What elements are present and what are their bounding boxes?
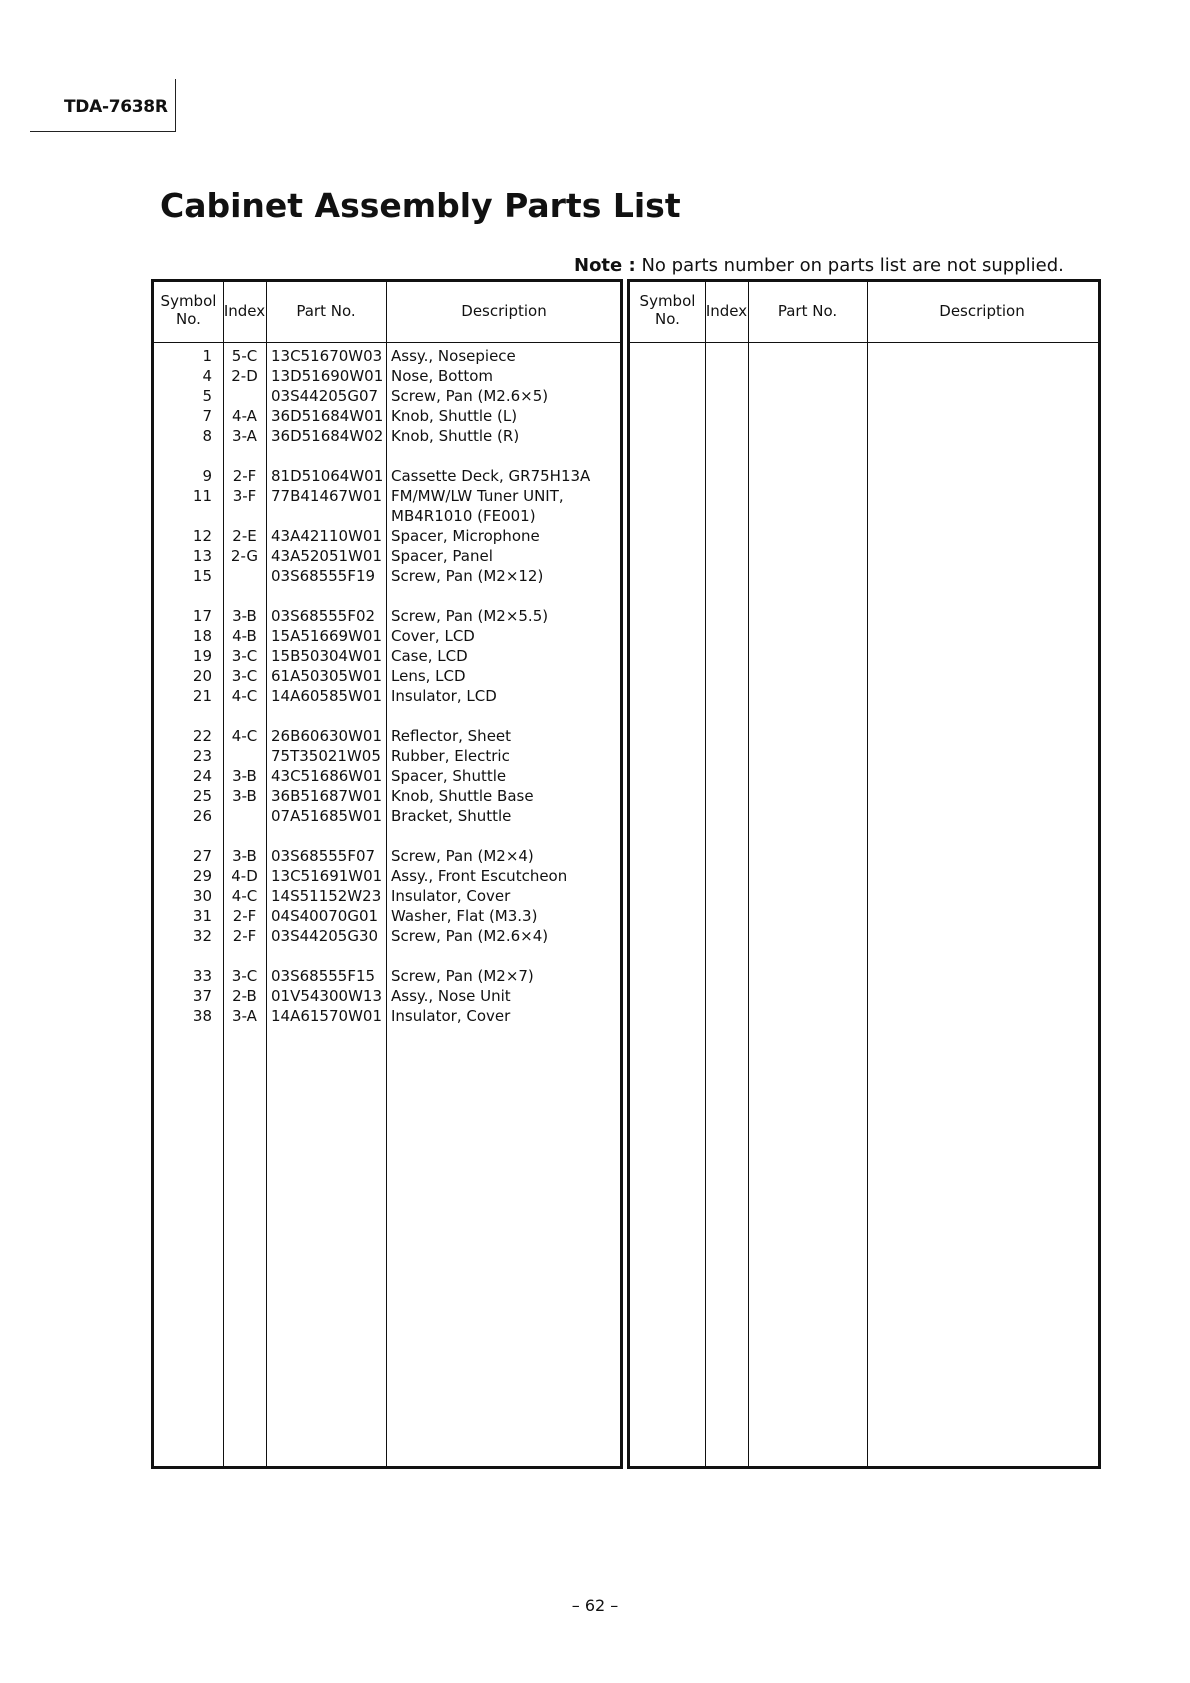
part-no-cell: 77B41467W01 xyxy=(271,487,383,505)
description-cell: Lens, LCD xyxy=(391,667,466,685)
symbol-cell: 1 xyxy=(202,347,212,365)
index-cell: 3-A xyxy=(232,1007,257,1025)
symbol-cell: 7 xyxy=(202,407,212,425)
part-no-cell: 15A51669W01 xyxy=(271,627,382,645)
part-no-cell: 81D51064W01 xyxy=(271,467,384,485)
part-no-cell: 26B60630W01 xyxy=(271,727,383,745)
model-number: TDA-7638R xyxy=(64,97,168,117)
part-no-cell: 14A60585W01 xyxy=(271,687,382,705)
symbol-cell: 31 xyxy=(192,907,212,925)
description-cell: Spacer, Panel xyxy=(391,547,493,565)
index-cell: 4-C xyxy=(231,887,258,905)
symbol-cell: 15 xyxy=(192,567,212,585)
index-cell: 4-C xyxy=(231,687,258,705)
right-col-index-header: Index xyxy=(705,302,748,320)
index-cell: 3-A xyxy=(232,427,257,445)
col-description-header: Description xyxy=(461,302,547,320)
col-index-header: Index xyxy=(223,302,266,320)
description-cell: Assy., Front Escutcheon xyxy=(391,867,568,885)
index-cell: 4-A xyxy=(232,407,257,425)
part-no-cell: 03S68555F07 xyxy=(271,847,376,865)
index-cell: 3-C xyxy=(231,647,258,665)
description-cell: Screw, Pan (M2×4) xyxy=(391,847,534,865)
description-cell: Knob, Shuttle Base xyxy=(391,787,534,805)
symbol-cell: 5 xyxy=(202,387,212,405)
symbol-cell: 21 xyxy=(192,687,212,705)
description-cell: Spacer, Shuttle xyxy=(391,767,507,785)
symbol-cell: 38 xyxy=(192,1007,212,1025)
symbol-cell: 27 xyxy=(192,847,212,865)
part-no-cell: 61A50305W01 xyxy=(271,667,382,685)
symbol-cell: 37 xyxy=(192,987,212,1005)
index-cell: 3-F xyxy=(232,487,257,505)
symbol-cell: 13 xyxy=(192,547,212,565)
part-no-cell: 03S68555F02 xyxy=(271,607,376,625)
description-cell: Assy., Nosepiece xyxy=(391,347,516,365)
part-no-cell: 36B51687W01 xyxy=(271,787,383,805)
right-parts-table xyxy=(627,279,1101,1469)
symbol-cell: 33 xyxy=(192,967,212,985)
symbol-cell: 30 xyxy=(192,887,212,905)
symbol-cell: 25 xyxy=(192,787,212,805)
symbol-cell: 18 xyxy=(192,627,212,645)
description-cell: Cassette Deck, GR75H13A xyxy=(391,467,591,485)
part-no-cell: 14S51152W23 xyxy=(271,887,382,905)
symbol-cell: 32 xyxy=(192,927,212,945)
description-cell: Screw, Pan (M2×7) xyxy=(391,967,534,985)
part-no-cell: 07A51685W01 xyxy=(271,807,382,825)
right-col-symbol-header: Symbol No. xyxy=(639,292,696,328)
symbol-cell: 24 xyxy=(192,767,212,785)
description-cell: Knob, Shuttle (R) xyxy=(391,427,520,445)
part-no-cell: 04S40070G01 xyxy=(271,907,379,925)
symbol-cell: 20 xyxy=(192,667,212,685)
right-col-part-header: Part No. xyxy=(777,302,838,320)
part-no-cell: 43C51686W01 xyxy=(271,767,383,785)
symbol-cell: 4 xyxy=(202,367,212,385)
description-cell: Assy., Nose Unit xyxy=(391,987,511,1005)
description-cell: Nose, Bottom xyxy=(391,367,493,385)
index-cell: 2-D xyxy=(231,367,258,385)
part-no-cell: 03S44205G30 xyxy=(271,927,379,945)
description-cell: Screw, Pan (M2.6×4) xyxy=(391,927,549,945)
description-cell: Insulator, LCD xyxy=(391,687,497,705)
page-number: – 62 – xyxy=(571,1596,619,1615)
index-cell: 4-B xyxy=(232,627,257,645)
index-cell: 3-B xyxy=(232,787,257,805)
header-divider xyxy=(175,79,176,131)
description-cell: Cover, LCD xyxy=(391,627,475,645)
index-cell: 4-D xyxy=(231,867,258,885)
index-cell: 3-B xyxy=(232,767,257,785)
symbol-cell: 8 xyxy=(202,427,212,445)
part-no-cell: 15B50304W01 xyxy=(271,647,383,665)
part-no-cell: 03S68555F19 xyxy=(271,567,376,585)
index-cell: 3-B xyxy=(232,607,257,625)
description-cell: Spacer, Microphone xyxy=(391,527,540,545)
part-no-cell: 03S44205G07 xyxy=(271,387,379,405)
index-cell: 4-C xyxy=(231,727,258,745)
description-cell: Screw, Pan (M2.6×5) xyxy=(391,387,549,405)
part-no-cell: 75T35021W05 xyxy=(271,747,381,765)
index-cell: 2-F xyxy=(232,907,257,925)
part-no-cell: 03S68555F15 xyxy=(271,967,376,985)
col-part-header: Part No. xyxy=(296,302,356,320)
part-no-cell: 14A61570W01 xyxy=(271,1007,382,1025)
page-title: Cabinet Assembly Parts List xyxy=(160,186,681,225)
description-cell: Screw, Pan (M2×5.5) xyxy=(391,607,549,625)
index-cell: 3-C xyxy=(231,667,258,685)
description-cell: Knob, Shuttle (L) xyxy=(391,407,518,425)
symbol-cell: 23 xyxy=(192,747,212,765)
index-cell: 2-G xyxy=(230,547,259,565)
part-no-cell: 13C51670W03 xyxy=(271,347,383,365)
symbol-cell: 29 xyxy=(192,867,212,885)
index-cell: 5-C xyxy=(231,347,258,365)
col-symbol-header: Symbol No. xyxy=(160,292,217,328)
part-no-cell: 01V54300W13 xyxy=(271,987,382,1005)
symbol-cell: 12 xyxy=(192,527,212,545)
description-cell: Washer, Flat (M3.3) xyxy=(391,907,538,925)
index-cell: 2-F xyxy=(232,467,257,485)
symbol-cell: 19 xyxy=(192,647,212,665)
part-no-cell: 13D51690W01 xyxy=(271,367,384,385)
part-no-cell: 43A52051W01 xyxy=(271,547,382,565)
part-no-cell: 13C51691W01 xyxy=(271,867,383,885)
right-col-description-header: Description xyxy=(939,302,1025,320)
index-cell: 2-B xyxy=(232,987,257,1005)
index-cell: 3-B xyxy=(232,847,257,865)
description-cell: Screw, Pan (M2×12) xyxy=(391,567,544,585)
index-cell: 2-F xyxy=(232,927,257,945)
symbol-cell: 22 xyxy=(192,727,212,745)
description-cell: Case, LCD xyxy=(391,647,468,665)
description-cell: FM/MW/LW Tuner UNIT, xyxy=(391,487,564,505)
note-label: Note : xyxy=(574,255,636,276)
note xyxy=(574,255,1064,276)
symbol-cell: 11 xyxy=(192,487,212,505)
part-no-cell: 36D51684W01 xyxy=(271,407,384,425)
description-cell: MB4R1010 (FE001) xyxy=(391,507,536,525)
part-no-cell: 36D51684W02 xyxy=(271,427,384,445)
symbol-cell: 9 xyxy=(202,467,212,485)
left-parts-table xyxy=(151,279,623,1469)
note-text: No parts number on parts list are not supplied. xyxy=(641,255,1064,276)
index-cell: 2-E xyxy=(232,527,257,545)
description-cell: Insulator, Cover xyxy=(391,887,511,905)
header-rule xyxy=(30,131,176,132)
symbol-cell: 17 xyxy=(192,607,212,625)
description-cell: Reflector, Sheet xyxy=(391,727,512,745)
description-cell: Bracket, Shuttle xyxy=(391,807,512,825)
index-cell: 3-C xyxy=(231,967,258,985)
part-no-cell: 43A42110W01 xyxy=(271,527,382,545)
description-cell: Insulator, Cover xyxy=(391,1007,511,1025)
symbol-cell: 26 xyxy=(192,807,212,825)
description-cell: Rubber, Electric xyxy=(391,747,510,765)
